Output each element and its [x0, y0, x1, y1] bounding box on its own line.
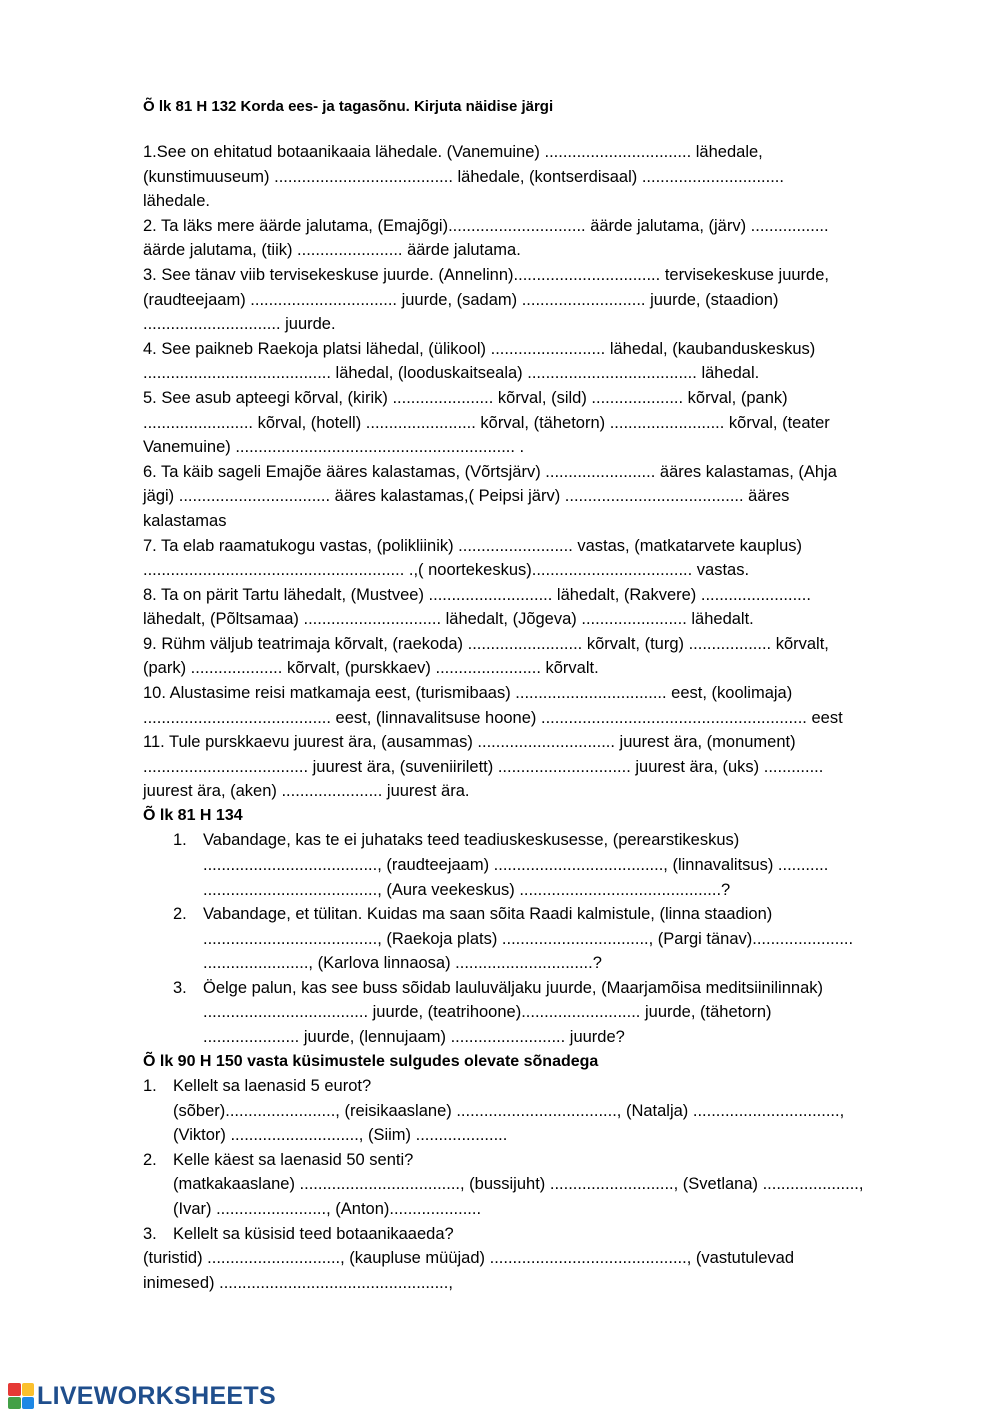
- exercise-134-list: [143, 828, 943, 1049]
- logo-square-icon: [22, 1397, 35, 1410]
- exercise-132-item-2: 2. Ta läks mere äärde jalutama, (Emajõgi).............................. äärde jalutama, (järv) ................. äärde jalutama, (tiik) ....................... äärde jalutama.: [143, 216, 829, 260]
- exercise-150-item: [143, 1148, 943, 1222]
- item-text: Kelle käest sa laenasid 50 senti? (matkakaaslane) ..................................., (bussijuht) ..........................., (Svetlana) ....................., (Ivar) ........................, (Anton)....................: [173, 1150, 864, 1218]
- item-text: Öelge palun, kas see buss sõidab lauluväljaku juurde, (Maarjamõisa meditsiinilinnak) .................................... juurde, (teatrihoone).......................... juurde, (tähetorn) ..................... juurde, (lennujaam) ......................... juurde?: [203, 978, 823, 1047]
- exercise-132-item-6: 6. Ta käib sageli Emajõe ääres kalastamas, (Võrtsjärv) ........................ ääres kalastamas, (Ahja jägi) ................................. ääres kalastamas,( Peipsi järv) ....................................... ääres kalastamas: [143, 462, 837, 530]
- exercise-150-item: [143, 1074, 943, 1148]
- item-number: 3.: [143, 1224, 157, 1243]
- exercise-150-item: [143, 1222, 943, 1247]
- exercise-132-item-4: 4. See paikneb Raekoja platsi lähedal, (ülikool) ......................... lähedal, (kaubanduskeskus) ......................................... lähedal, (looduskaitseala) ..................................... lähedal.: [143, 339, 816, 383]
- exercise-150-list: [143, 1074, 943, 1246]
- exercise-132-item-5: 5. See asub apteegi kõrval, (kirik) ...................... kõrval, (sild) .................... kõrval, (pank) ........................ kõrval, (hotell) ........................ kõrval, (tähetorn) ......................... kõrval, (teater Vanemuine) ............................................................. .: [143, 388, 830, 457]
- item-text: Vabandage, kas te ei juhataks teed teadiuskeskusesse, (perearstikeskus) ......................................, (raudteejaam) ....................................., (linnavalitsus) ........... ......................................, (Aura veekeskus) ............................................?: [203, 831, 829, 899]
- item-text: Kellelt sa laenasid 5 eurot? (sõber)........................, (reisikaaslane) ..................................., (Natalja) ................................, (Viktor) ............................, (Siim) ....................: [173, 1076, 845, 1145]
- item-number: 2.: [143, 1150, 157, 1169]
- logo-square-icon: [8, 1383, 21, 1396]
- item-number: 1.: [173, 831, 187, 850]
- exercise-134-item: [143, 828, 943, 902]
- logo-square-icon: [8, 1397, 21, 1410]
- liveworksheets-logo-icon: [8, 1383, 34, 1409]
- item-text: Kellelt sa küsisid teed botaanikaaeda?: [173, 1224, 454, 1243]
- item-number: 3.: [173, 978, 187, 997]
- logo-square-icon: [22, 1383, 35, 1396]
- item-number: 2.: [173, 905, 187, 924]
- exercise-132-item-10: 10. Alustasime reisi matkamaja eest, (turismibaas) ................................. eest, (koolimaja) ......................................... eest, (linnavalitsuse hoone) .......................................................... eest: [143, 684, 843, 727]
- exercise-132-item-9: 9. Rühm väljub teatrimaja kõrvalt, (raekoda) ......................... kõrvalt, (turg) .................. kõrvalt, (park) .................... kõrvalt, (purskkaev) ....................... kõrvalt.: [143, 634, 829, 678]
- exercise-132-item-3: 3. See tänav viib tervisekeskuse juurde. (Annelinn)................................ tervisekeskuse juurde, (raudteejaam) ................................ juurde, (sadam) ........................... juurde, (staadion) .............................. juurde.: [143, 265, 829, 334]
- exercise-132-item-1: 1.See on ehitatud botaanikaaia lähedale. (Vanemuine) ................................ lähedale, (kunstimuuseum) ....................................... lähedale, (kontserdisaal) ............................... lähedale.: [143, 143, 784, 211]
- item-text: Vabandage, et tülitan. Kuidas ma saan sõita Raadi kalmistule, (linna staadion) ......................................, (Raekoja plats) ................................, (Pargi tänav)...................... ......................., (Karlova linnaosa) ..............................?: [203, 905, 854, 973]
- exercise-132: [143, 140, 943, 804]
- exercise-132-item-7: 7. Ta elab raamatukogu vastas, (polikliinik) ......................... vastas, (matkatarvete kauplus) ......................................................... .,( noortekeskus)................................... vastas.: [143, 536, 803, 580]
- item-number: 1.: [143, 1076, 157, 1095]
- exercise-134-title: Õ lk 81 H 134: [143, 807, 243, 825]
- exercise-150-title: Õ lk 90 H 150 vasta küsimustele sulgudes olevate sõnadega: [143, 1052, 599, 1070]
- exercise-134-item: [143, 976, 943, 1050]
- logo-text: LIVEWORKSHEETS: [37, 1381, 276, 1410]
- exercise-132-item-11: 11. Tule purskkaevu juurest ära, (ausammas) .............................. juurest ära, (monument) .................................... juurest ära, (suveniirilett) ............................. juurest ära, (uks) ............. juurest ära, (aken) ...................... juurest ära.: [143, 733, 824, 801]
- worksheet-page: [143, 96, 943, 1295]
- exercise-134-item: [143, 902, 943, 976]
- liveworksheets-logo: [8, 1382, 276, 1410]
- exercise-132-title: Õ lk 81 H 132 Korda ees- ja tagasõnu. Kirjuta näidise järgi: [143, 98, 554, 115]
- exercise-150-item-3-answer: (turistid) ............................., (kaupluse müüjad) ..........................................., (vastutulevad inimesed) ..................................................,: [143, 1249, 795, 1292]
- exercise-132-item-8: 8. Ta on pärit Tartu lähedalt, (Mustvee) ........................... lähedalt, (Rakvere) ........................ lähedalt, (Põltsamaa) .............................. lähedalt, (Jõgeva) ....................... lähedalt.: [143, 585, 811, 629]
